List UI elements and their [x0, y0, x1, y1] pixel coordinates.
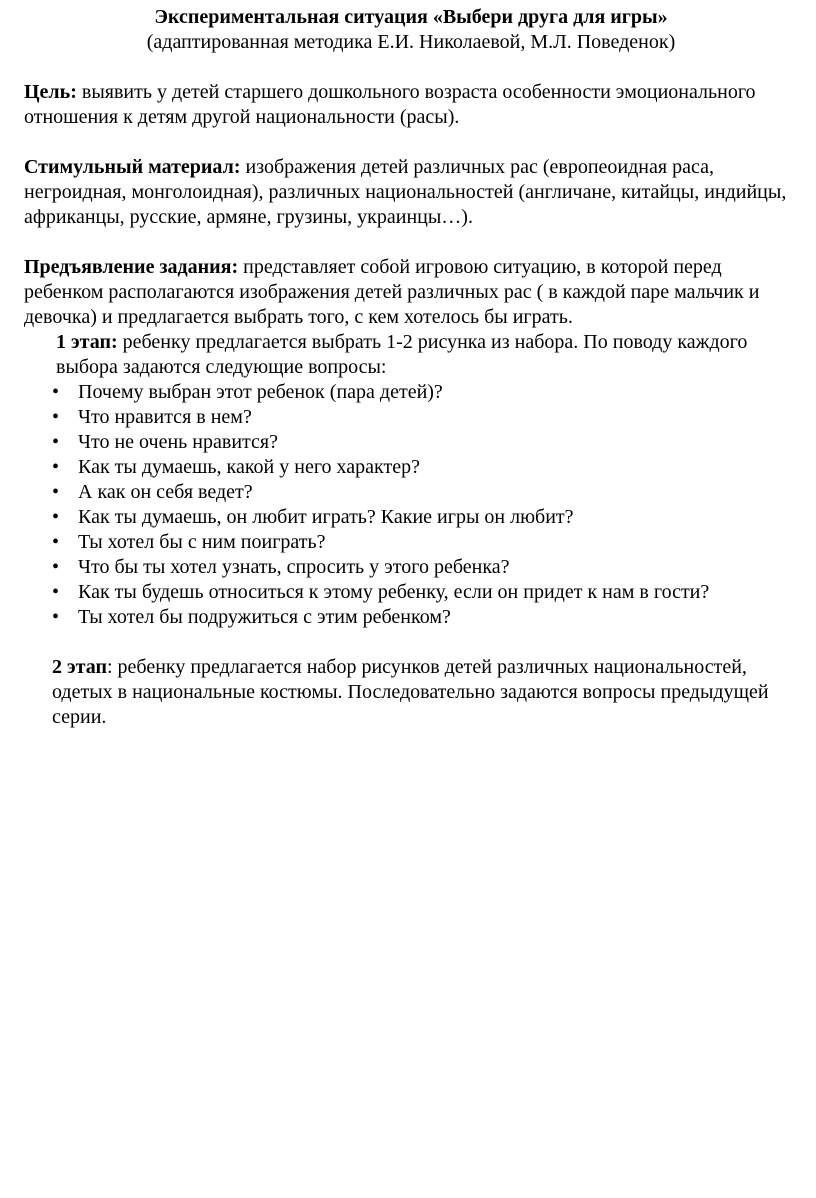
- bullet-icon: •: [52, 456, 60, 478]
- question-text: Что нравится в нем?: [78, 406, 252, 428]
- list-item: [52, 580, 798, 605]
- bullet-icon: •: [52, 381, 60, 403]
- bullet-icon: •: [52, 531, 60, 553]
- question-text: Как ты будешь относиться к этому ребенку, если он придет к нам в гости?: [78, 581, 710, 603]
- presentation-paragraph: [24, 255, 798, 330]
- stage2-paragraph: [24, 655, 798, 730]
- list-item: [52, 430, 798, 455]
- question-text: Ты хотел бы с ним поиграть?: [78, 531, 326, 553]
- document-title: Экспериментальная ситуация «Выбери друга для игры»: [154, 6, 668, 28]
- list-item: [52, 505, 798, 530]
- list-item: [52, 605, 798, 630]
- question-text: Что бы ты хотел узнать, спросить у этого ребенка?: [78, 556, 510, 578]
- list-item: [52, 530, 798, 555]
- questions-list: [24, 380, 798, 630]
- bullet-icon: •: [52, 581, 60, 603]
- bullet-icon: •: [52, 606, 60, 628]
- list-item: [52, 480, 798, 505]
- stimulus-paragraph: [24, 155, 798, 230]
- spacer: [24, 230, 798, 255]
- question-text: Ты хотел бы подружиться с этим ребенком?: [78, 606, 451, 628]
- list-item: [52, 405, 798, 430]
- list-item: [52, 555, 798, 580]
- bullet-icon: •: [52, 556, 60, 578]
- stage1-label: 1 этап:: [56, 331, 118, 353]
- question-text: Что не очень нравится?: [78, 431, 278, 453]
- goal-label: Цель:: [24, 81, 77, 103]
- presentation-text: представляет собой игровою ситуацию, в которой перед ребенком располагаются изображения детей различных рас ( в каждой паре мальчик и девочка) и предлагается выбрать того, с кем хотелось бы играть.: [24, 256, 760, 328]
- stage1-paragraph: [24, 330, 798, 380]
- bullet-icon: •: [52, 406, 60, 428]
- stimulus-label: Стимульный материал:: [24, 156, 241, 178]
- bullet-icon: •: [52, 506, 60, 528]
- spacer: [24, 130, 798, 155]
- list-item: [52, 455, 798, 480]
- goal-text: выявить у детей старшего дошкольного возраста особенности эмоционального отношения к детям другой национальности (расы).: [24, 81, 756, 128]
- spacer: [24, 55, 798, 80]
- stage1-text: ребенку предлагается выбрать 1-2 рисунка из набора. По поводу каждого выбора задаются следующие вопросы:: [56, 331, 748, 378]
- goal-paragraph: [24, 80, 798, 130]
- stage2-label: 2 этап: [52, 656, 107, 678]
- document-subtitle: (адаптированная методика Е.И. Николаевой, М.Л. Поведенок): [146, 31, 676, 53]
- spacer: [24, 630, 798, 655]
- stimulus-text: изображения детей различных рас (европеоидная раса, негроидная, монголоидная), различных национальностей (англичане, китайцы, индийцы, африканцы, русские, армяне, грузины, украинцы…).: [24, 156, 787, 228]
- bullet-icon: •: [52, 481, 60, 503]
- list-item: [52, 380, 798, 405]
- question-text: Как ты думаешь, он любит играть? Какие игры он любит?: [78, 506, 574, 528]
- stage2-text: : ребенку предлагается набор рисунков детей различных национальностей, одетых в национальные костюмы. Последовательно задаются вопросы предыдущей серии.: [52, 656, 769, 728]
- question-text: Почему выбран этот ребенок (пара детей)?: [78, 381, 443, 403]
- presentation-label: Предъявление задания:: [24, 256, 239, 278]
- question-text: Как ты думаешь, какой у него характер?: [78, 456, 420, 478]
- bullet-icon: •: [52, 431, 60, 453]
- question-text: А как он себя ведет?: [78, 481, 253, 503]
